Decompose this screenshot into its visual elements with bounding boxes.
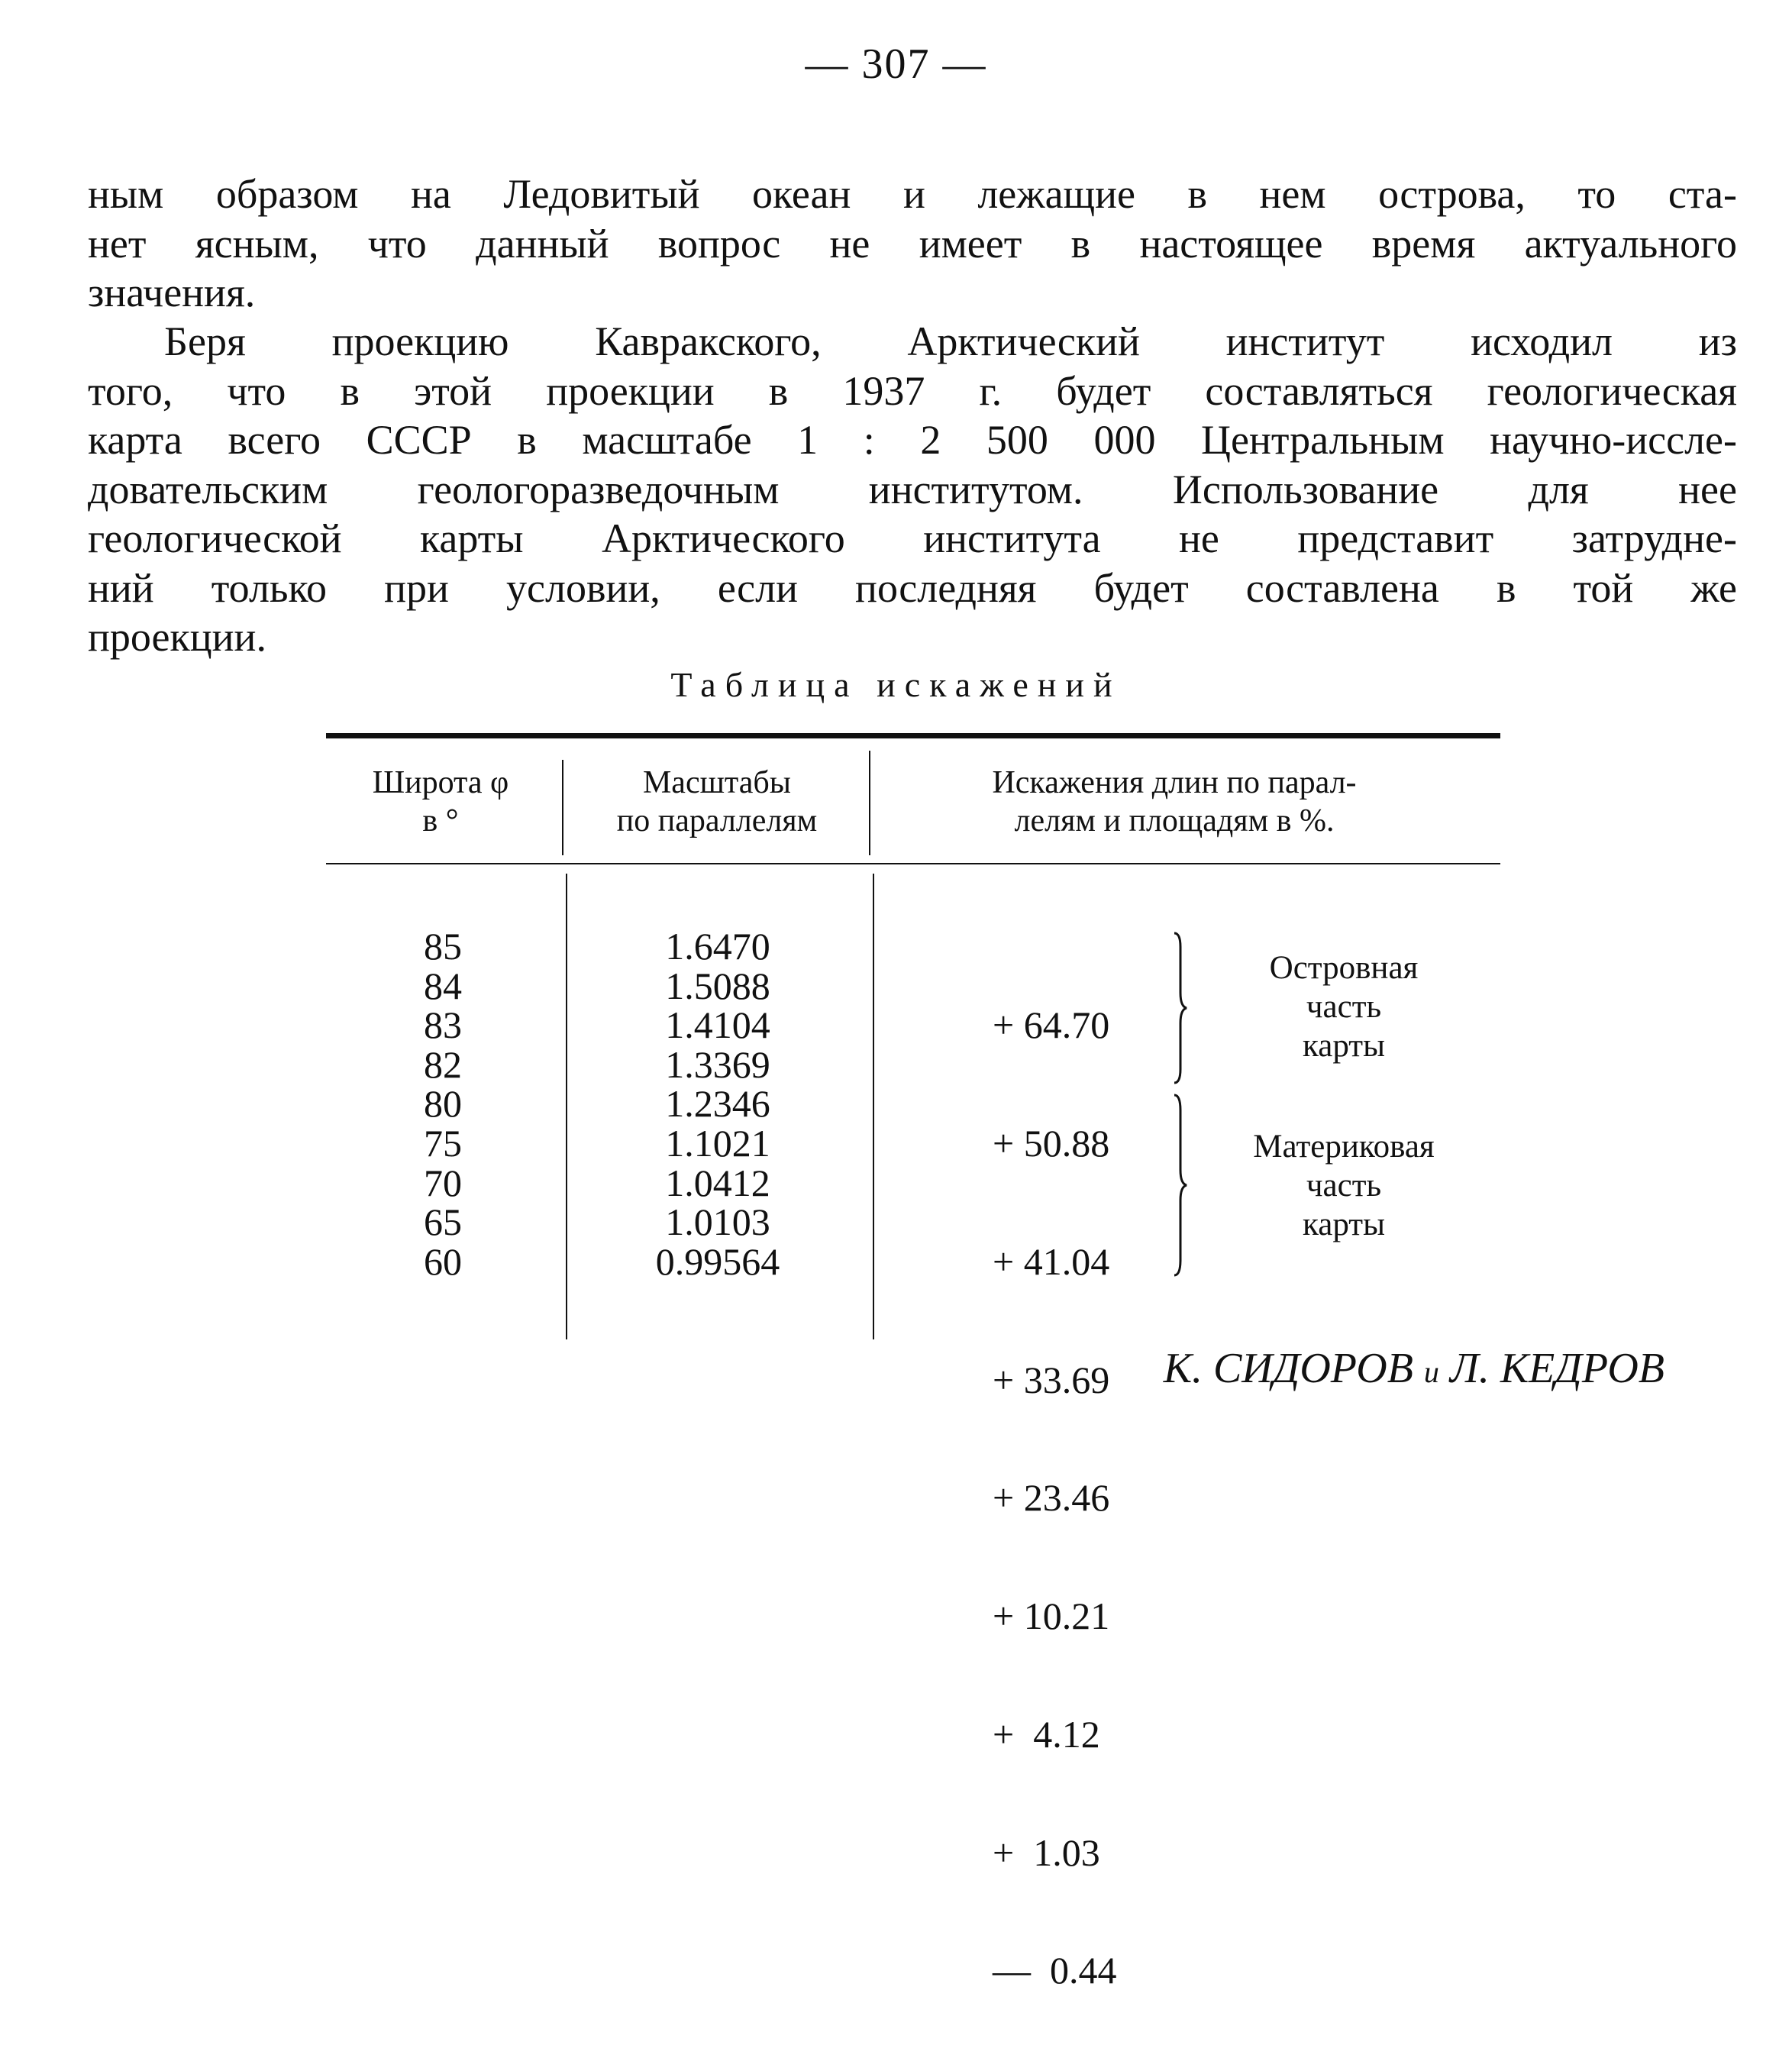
body-divider <box>566 874 567 1339</box>
author-2: Л. КЕДРОВ <box>1449 1345 1664 1392</box>
table-cell: 1.0103 <box>665 1200 770 1244</box>
signature-conjunction: и <box>1423 1355 1439 1389</box>
table-cell: + 1.03 <box>993 1830 1100 1874</box>
mainland-group-label <box>1206 1127 1481 1244</box>
group-label-line: карты <box>1303 1028 1385 1064</box>
latitude-column <box>397 927 489 1281</box>
table-cell: 70 <box>424 1161 462 1204</box>
table-cell: 1.5088 <box>665 964 770 1007</box>
distortion-column <box>993 927 1161 2069</box>
text-line: нет ясным, что данный вопрос не имеет в настоящее время актуального <box>88 220 1737 267</box>
text-line: того, что в этой проекции в 1937 г. будет составляться геологическая <box>88 367 1737 414</box>
table-cell: 82 <box>424 1042 462 1086</box>
author-1: К. СИДОРОВ <box>1163 1345 1413 1392</box>
header-distortion <box>877 764 1472 840</box>
text-line: проекции. <box>88 614 266 660</box>
table-cell: 60 <box>424 1239 462 1283</box>
header-distortion-line: Искажения длин по парал- <box>992 765 1357 800</box>
header-scale-line: Масштабы <box>642 765 792 800</box>
table-cell: 1.1021 <box>665 1121 770 1165</box>
table-cell: + 64.70 <box>993 1003 1110 1047</box>
table-cell: 65 <box>424 1200 462 1244</box>
page-number: — 307 — <box>805 40 987 88</box>
table-cell: 1.4104 <box>665 1003 770 1047</box>
header-scale <box>569 764 865 840</box>
text-line: карта всего СССР в масштабе 1 : 2 500 000 Центральным научно-иссле- <box>88 417 1737 463</box>
header-divider <box>562 760 563 855</box>
mainland-brace <box>1173 1094 1188 1277</box>
table-cell: 75 <box>424 1121 462 1165</box>
table-cell: + 10.21 <box>993 1594 1110 1638</box>
group-label-line: Островная <box>1269 950 1419 986</box>
text-line: Беря проекцию Кавракского, Арктический институт исходил из <box>164 318 1737 364</box>
table-cell: 1.0412 <box>665 1161 770 1204</box>
text-line: геологической карты Арктического института не представит затрудне- <box>88 515 1737 561</box>
table-header-rule <box>326 863 1500 864</box>
header-latitude-line: в ° <box>422 803 459 838</box>
table-cell: + 33.69 <box>993 1358 1110 1401</box>
table-cell: + 41.04 <box>993 1239 1110 1283</box>
scale-column <box>634 927 802 1281</box>
table-cell: 1.2346 <box>665 1082 770 1126</box>
header-distortion-line: лелям и площадям в %. <box>1014 803 1335 838</box>
table-top-rule <box>326 733 1500 738</box>
table-caption: Таблица искажений <box>670 665 1122 704</box>
group-label-line: часть <box>1306 989 1382 1025</box>
table-cell: 0.99564 <box>655 1239 780 1283</box>
header-latitude <box>326 764 555 840</box>
text-line: ным образом на Ледовитый океан и лежащие в нем острова, то ста- <box>88 171 1737 217</box>
table-cell: 1.6470 <box>665 925 770 968</box>
group-label-line: часть <box>1306 1168 1382 1204</box>
group-label-line: Материковая <box>1253 1129 1435 1165</box>
table-cell: 85 <box>424 925 462 968</box>
table-cell: + 50.88 <box>993 1121 1110 1165</box>
header-divider <box>869 751 870 855</box>
group-label-line: карты <box>1303 1207 1385 1242</box>
table-cell: 1.3369 <box>665 1042 770 1086</box>
island-brace <box>1173 932 1188 1084</box>
header-latitude-line: Широта φ <box>372 765 509 800</box>
table-cell: 84 <box>424 964 462 1007</box>
signature <box>1099 1344 1664 1393</box>
text-line: довательским геологоразведочным институтом. Использование для нее <box>88 466 1737 512</box>
text-line: значения. <box>88 270 256 315</box>
table-cell: 80 <box>424 1082 462 1126</box>
table-cell: + 4.12 <box>993 1712 1100 1756</box>
table-cell: + 23.46 <box>993 1476 1110 1520</box>
text-line: ний только при условии, если последняя будет составлена в той же <box>88 564 1737 611</box>
paragraph-1 <box>88 170 1737 318</box>
island-group-label <box>1206 948 1481 1065</box>
paragraph-2 <box>88 317 1737 662</box>
body-divider <box>873 874 874 1339</box>
table-cell: 83 <box>424 1003 462 1047</box>
header-scale-line: по параллелям <box>616 803 818 838</box>
table-cell: — 0.44 <box>993 1949 1117 1992</box>
